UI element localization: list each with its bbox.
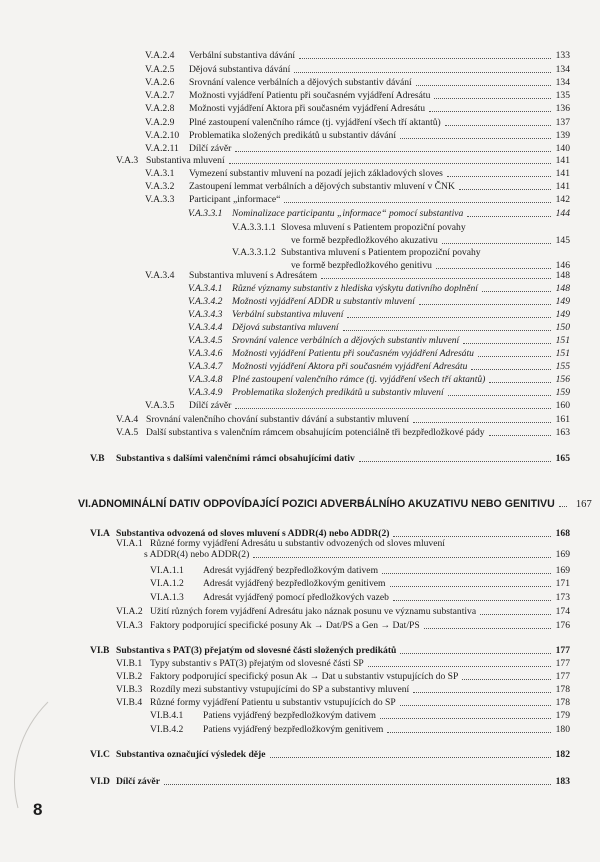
toc-entry-number: VI.A.1.2 <box>150 578 184 589</box>
toc-entry-title: Možnosti vyjádření Aktora při současném vyjádření Adresátu <box>189 103 426 114</box>
toc-entry[interactable] <box>188 283 570 295</box>
dot-leader <box>429 111 551 112</box>
toc-entry-page: 146 <box>555 260 570 271</box>
dot-leader <box>380 718 551 719</box>
toc-entry[interactable] <box>145 90 570 102</box>
dot-leader <box>253 557 551 558</box>
toc-entry-number: VI.B.4.2 <box>150 724 184 735</box>
toc-entry-title: Typy substantiv s PAT(3) přejatým od slovesné části SP <box>150 658 364 669</box>
toc-entry-page: 178 <box>555 684 570 695</box>
toc-entry[interactable] <box>150 578 570 590</box>
toc-entry-title: Různé formy vyjádření Patientu u substantiv vstupujících do SP <box>150 697 396 708</box>
toc-entry-number: VI.C <box>90 749 110 760</box>
dot-leader <box>478 356 551 357</box>
dot-leader <box>299 58 551 59</box>
dot-leader <box>467 216 551 217</box>
dot-leader <box>413 692 551 693</box>
page-number: 8 <box>33 800 43 819</box>
toc-entry[interactable] <box>145 50 570 62</box>
toc-entry[interactable] <box>90 776 570 788</box>
toc-entry-title: Verbální substantiva mluvení <box>232 309 344 320</box>
toc-entry-number: V.A.3.4.3 <box>188 309 223 320</box>
dot-leader <box>424 628 551 629</box>
toc-entry-page: 148 <box>555 283 570 294</box>
dot-leader <box>413 422 551 423</box>
toc-entry-page: 171 <box>555 578 570 589</box>
toc-entry-title: Substantiva označující výsledek děje <box>116 749 266 760</box>
dot-leader <box>482 291 551 292</box>
dot-leader <box>294 72 551 73</box>
toc-entry-number: VI.B.4 <box>116 697 143 708</box>
toc-entry-title: Faktory podporující specifické posuny Ak → Dat/PS a Gen → Dat/PS <box>150 620 420 631</box>
dot-leader <box>463 343 551 344</box>
toc-entry[interactable] <box>145 400 570 412</box>
toc-entry-title: Srovnání valence verbálních a dějových substantiv mluvení <box>232 335 460 346</box>
toc-entry-number: V.A.3.4.6 <box>188 348 223 359</box>
toc-entry-continuation[interactable] <box>144 549 570 561</box>
dot-leader <box>284 202 551 203</box>
toc-entry[interactable] <box>145 168 570 180</box>
dot-leader <box>434 98 551 99</box>
toc-entry-page: 177 <box>555 658 570 669</box>
dot-leader <box>382 573 551 574</box>
dot-leader <box>164 784 551 785</box>
toc-entry-title: Adresát vyjádřený pomocí předložkových vazeb <box>203 592 389 603</box>
toc-entry[interactable] <box>188 387 570 399</box>
dot-leader <box>448 395 551 396</box>
toc-entry-number: V.A.3.2 <box>145 181 175 192</box>
toc-entry-page: 150 <box>555 322 570 333</box>
chapter-title: ADNOMINÁLNÍ DATIV ODPOVÍDAJÍCÍ POZICI ADVERBÁLNÍHO AKUZATIVU NEBO GENITIVU <box>90 498 555 510</box>
toc-entry[interactable] <box>145 181 570 193</box>
chapter-page: 167 <box>575 499 592 510</box>
toc-entry-page: 179 <box>555 710 570 721</box>
toc-entry-title: Další substantiva s valenčním rámcem obsahujícím potenciálně tři bezpředložkové pády <box>146 427 485 438</box>
toc-entry-page: 180 <box>555 724 570 735</box>
toc-entry-number: V.A.3.5 <box>145 400 175 411</box>
dot-leader <box>442 243 551 244</box>
toc-entry[interactable] <box>145 64 570 76</box>
toc-entry-title: Substantiva odvozená od sloves mluvení s ADDR(4) nebo ADDR(2) <box>116 528 390 539</box>
toc-entry[interactable] <box>116 671 570 683</box>
toc-entry-page: 169 <box>555 549 570 560</box>
toc-entry-number: V.B <box>90 453 105 464</box>
dot-leader <box>343 330 551 331</box>
toc-entry-number: VI.A.2 <box>116 606 143 617</box>
toc-entry[interactable] <box>150 565 570 577</box>
toc-entry-title: Možnosti vyjádření Aktora při současném vyjádření Adresátu <box>232 361 468 372</box>
toc-entry[interactable] <box>116 414 570 426</box>
toc-entry-number: V.A.3.4.1 <box>188 283 223 294</box>
dot-leader <box>235 151 551 152</box>
toc-entry-number: VI.B <box>90 645 110 656</box>
toc-entry-number: V.A.3.4.4 <box>188 322 223 333</box>
toc-entry[interactable] <box>90 453 570 465</box>
dot-leader <box>489 382 551 383</box>
toc-entry-number: V.A.2.8 <box>145 103 175 114</box>
toc-entry-page: 151 <box>555 348 570 359</box>
toc-entry-title: Možnosti vyjádření Patientu při současném vyjádření Adresátu <box>189 90 431 101</box>
toc-entry[interactable] <box>116 606 570 618</box>
dot-leader <box>347 317 551 318</box>
toc-entry-page: 160 <box>555 400 570 411</box>
dot-leader <box>321 278 551 279</box>
toc-entry[interactable] <box>145 130 570 142</box>
dot-leader <box>393 600 551 601</box>
dot-leader <box>235 408 551 409</box>
toc-entry[interactable] <box>232 222 570 234</box>
toc-entry-page: 136 <box>555 103 570 114</box>
toc-entry[interactable] <box>232 247 570 259</box>
dot-leader <box>229 163 551 164</box>
dot-leader <box>400 138 551 139</box>
toc-entry[interactable] <box>188 296 570 308</box>
toc-entry-number: V.A.2.11 <box>145 143 179 154</box>
toc-entry-number: V.A.5 <box>116 427 139 438</box>
toc-entry-number: V.A.3 <box>116 155 139 166</box>
dot-leader <box>459 189 551 190</box>
toc-entry-title-line2: s ADDR(4) nebo ADDR(2) <box>144 549 250 560</box>
dot-leader <box>489 435 551 436</box>
toc-entry-number: VI.D <box>90 776 110 787</box>
toc-entry-page: 140 <box>555 143 570 154</box>
toc-entry[interactable] <box>188 335 570 347</box>
dot-leader <box>559 506 567 507</box>
toc-entry-title: Plné zastoupení valenčního rámce (tj. vyjádření všech tří aktantů) <box>232 374 486 385</box>
toc-entry-number: VI.B.3 <box>116 684 143 695</box>
toc-entry[interactable] <box>116 427 570 439</box>
toc-entry-title: Dějová substantiva mluvení <box>232 322 339 333</box>
dot-leader <box>445 125 551 126</box>
toc-entry-title: Participant „informace“ <box>189 194 281 205</box>
toc-entry[interactable] <box>188 374 570 386</box>
toc-entry-page: 177 <box>555 671 570 682</box>
toc-entry[interactable] <box>90 645 570 657</box>
toc-entry-page: 165 <box>555 453 570 464</box>
dot-leader <box>387 732 551 733</box>
toc-entry-page: 151 <box>555 335 570 346</box>
dot-leader <box>368 666 551 667</box>
toc-entry[interactable] <box>150 710 570 722</box>
toc-entry-number: VI.A.1.1 <box>150 565 184 576</box>
toc-entry-number: V.A.3.3 <box>145 194 175 205</box>
toc-entry[interactable] <box>150 724 570 736</box>
toc-entry[interactable] <box>145 103 570 115</box>
toc-entry-number: V.A.2.10 <box>145 130 180 141</box>
dot-leader <box>419 304 551 305</box>
toc-entry-title: Srovnání valenčního chování substantiv dávání a substantiv mluvení <box>146 414 409 425</box>
dot-leader <box>359 461 551 462</box>
toc-entry-page: 176 <box>555 620 570 631</box>
toc-entry-number: V.A.2.5 <box>145 64 175 75</box>
dot-leader <box>393 536 551 537</box>
toc-entry-page: 156 <box>555 374 570 385</box>
dot-leader <box>400 705 551 706</box>
toc-entry-number: V.A.3.4.2 <box>188 296 223 307</box>
toc-entry-title: Adresát vyjádřený bezpředložkovým genitivem <box>203 578 386 589</box>
dot-leader <box>390 586 552 587</box>
toc-entry-number: VI.A.1.3 <box>150 592 184 603</box>
toc-entry-number: V.A.3.3.1.1 <box>232 222 276 233</box>
toc-entry-number: VI.B.1 <box>116 658 143 669</box>
toc-entry-page: 177 <box>555 645 570 656</box>
toc-entry[interactable] <box>188 208 570 220</box>
toc-entry-page: 161 <box>555 414 570 425</box>
toc-entry-number: V.A.3.1 <box>145 168 175 179</box>
toc-entry-page: 139 <box>555 130 570 141</box>
toc-entry[interactable] <box>116 620 570 632</box>
toc-entry-page: 145 <box>555 235 570 246</box>
chapter-number: VI. <box>78 498 91 510</box>
toc-entry[interactable] <box>145 143 570 155</box>
dot-leader <box>462 679 551 680</box>
toc-entry-title: Problematika složených predikátů u substantiv mluvení <box>232 387 444 398</box>
toc-entry-title: Dílčí závěr <box>116 776 160 787</box>
toc-entry[interactable] <box>188 348 570 360</box>
toc-entry-title-line2: ve formě bezpředložkového akuzativu <box>291 235 438 246</box>
toc-entry-title: Možnosti vyjádření Patientu při současném vyjádření Adresátu <box>232 348 474 359</box>
toc-entry-title: Možnosti vyjádření ADDR u substantiv mluvení <box>232 296 415 307</box>
toc-entry-title: Substantiva mluvení s Adresátem <box>189 270 318 281</box>
toc-entry-title: Patiens vyjádřený bezpředložkovým genitivem <box>203 724 384 735</box>
toc-entry-title: Faktory podporující specifický posun Ak → Dat u substantiv vstupujících do SP <box>150 671 459 682</box>
toc-entry-page: 142 <box>555 194 570 205</box>
toc-entry[interactable] <box>145 194 570 206</box>
toc-entry-title: Vymezení substantiv mluvení na pozadí jejich základových sloves <box>189 168 443 179</box>
toc-entry-number: VI.B.4.1 <box>150 710 184 721</box>
toc-entry-title: Substantiva s PAT(3) přejatým od slovesné části složených predikátů <box>116 645 397 656</box>
toc-entry-continuation[interactable] <box>291 235 570 247</box>
toc-entry-title: Adresát vyjádřený bezpředložkovým dativem <box>203 565 379 576</box>
toc-entry-page: 134 <box>555 64 570 75</box>
toc-entry-number: V.A.2.4 <box>145 50 175 61</box>
toc-entry-title: Dílčí závěr <box>189 143 232 154</box>
toc-entry[interactable] <box>116 658 570 670</box>
toc-entry-page: 168 <box>555 528 570 539</box>
toc-entry-title: Rozdíly mezi substantivy vstupujícími do SP a substantivy mluvení <box>150 684 410 695</box>
toc-entry-page: 133 <box>555 50 570 61</box>
toc-entry[interactable] <box>145 270 570 282</box>
toc-entry-title: Plné zastoupení valenčního rámce (tj. vyjádření všech tří aktantů) <box>189 117 441 128</box>
toc-entry-title: Verbální substantiva dávání <box>189 50 296 61</box>
toc-entry-number: V.A.2.6 <box>145 77 175 88</box>
toc-entry-page: 137 <box>555 117 570 128</box>
toc-entry-page: 163 <box>555 427 570 438</box>
toc-entry-page: 169 <box>555 565 570 576</box>
toc-entry-number: V.A.2.9 <box>145 117 175 128</box>
toc-entry-number: V.A.3.3.1.2 <box>232 247 276 258</box>
toc-entry[interactable] <box>90 749 570 761</box>
toc-entry-title: Substantiva s dalšími valenčními rámci obsahujícími dativ <box>116 453 355 464</box>
toc-entry-number: V.A.3.4.9 <box>188 387 223 398</box>
toc-entry-page: 134 <box>555 77 570 88</box>
toc-entry-title: Problematika složených predikátů u substantiv dávání <box>189 130 397 141</box>
dot-leader <box>416 85 551 86</box>
toc-entry-number: V.A.3.4.5 <box>188 335 223 346</box>
dot-leader <box>436 268 551 269</box>
toc-entry-page: 155 <box>555 361 570 372</box>
toc-entry-title: Nominalizace participantu „informace“ pomocí substantiva <box>232 208 464 219</box>
toc-entry-page: 149 <box>555 296 570 307</box>
toc-entry-page: 178 <box>555 697 570 708</box>
toc-entry[interactable] <box>116 684 570 696</box>
toc-entry-title: Dílčí závěr <box>189 400 232 411</box>
toc-entry-number: VI.A <box>90 528 110 539</box>
toc-entry-page: 141 <box>555 168 570 179</box>
toc-entry-number: V.A.3.4.8 <box>188 374 223 385</box>
toc-entry-title: Patiens vyjádřený bezpředložkovým dativem <box>203 710 376 721</box>
toc-entry-page: 149 <box>555 309 570 320</box>
toc-entry-page: 182 <box>555 749 570 760</box>
page-edge-shadow <box>0 700 60 810</box>
dot-leader <box>270 757 551 758</box>
toc-entry-page: 141 <box>555 181 570 192</box>
toc-entry[interactable] <box>188 309 570 321</box>
toc-entry-number: VI.A.1 <box>116 538 143 549</box>
toc-entry-page: 141 <box>555 155 570 166</box>
toc-entry-number: V.A.3.4 <box>145 270 175 281</box>
toc-entry-page: 173 <box>555 592 570 603</box>
dot-leader <box>471 369 551 370</box>
toc-entry-number: V.A.2.7 <box>145 90 175 101</box>
toc-entry-page: 144 <box>555 208 570 219</box>
toc-entry[interactable] <box>145 117 570 129</box>
toc-entry-page: 183 <box>555 776 570 787</box>
toc-entry-title: Různé významy substantiv z hlediska výskytu dativního doplnění <box>232 283 478 294</box>
toc-entry[interactable] <box>116 155 570 167</box>
toc-entry[interactable] <box>116 697 570 709</box>
toc-entry[interactable] <box>150 592 570 604</box>
toc-entry-page: 159 <box>555 387 570 398</box>
toc-entry-number: VI.B.2 <box>116 671 143 682</box>
toc-entry-page: 148 <box>555 270 570 281</box>
toc-entry-title: Substantiva mluvení <box>146 155 225 166</box>
toc-entry[interactable] <box>188 361 570 373</box>
dot-leader <box>480 614 551 615</box>
toc-entry-title: Dějová substantiva dávání <box>189 64 291 75</box>
dot-leader <box>447 176 551 177</box>
toc-entry-page: 135 <box>555 90 570 101</box>
toc-entry[interactable] <box>188 322 570 334</box>
toc-entry-page: 174 <box>555 606 570 617</box>
toc-entry-title: Různé formy vyjádření Adresátu u substantiv odvozených od sloves mluvení <box>150 538 445 549</box>
toc-entry-number: V.A.3.4.7 <box>188 361 223 372</box>
toc-entry-title: Substantiva mluvení s Patientem propoziční povahy <box>281 247 481 258</box>
toc-entry-number: VI.A.3 <box>116 620 143 631</box>
chapter-heading-vi <box>78 498 592 510</box>
toc-entry-number: V.A.3.3.1 <box>188 208 223 219</box>
toc-entry-title: Zastoupení lemmat verbálních a dějových substantiv mluvení v ČNK <box>189 181 455 192</box>
toc-entry-title: Srovnání valence verbálních a dějových substantiv dávání <box>189 77 412 88</box>
toc-entry-title: Užití různých forem vyjádření Adresátu jako náznak posunu ve významu substantiva <box>150 606 477 617</box>
dot-leader <box>400 653 551 654</box>
toc-entry-number: V.A.4 <box>116 414 139 425</box>
toc-entry[interactable] <box>145 77 570 89</box>
toc-entry-title-line2: ve formě bezpředložkového genitivu <box>291 260 432 271</box>
toc-entry-title: Slovesa mluvení s Patientem propoziční povahy <box>281 222 466 233</box>
